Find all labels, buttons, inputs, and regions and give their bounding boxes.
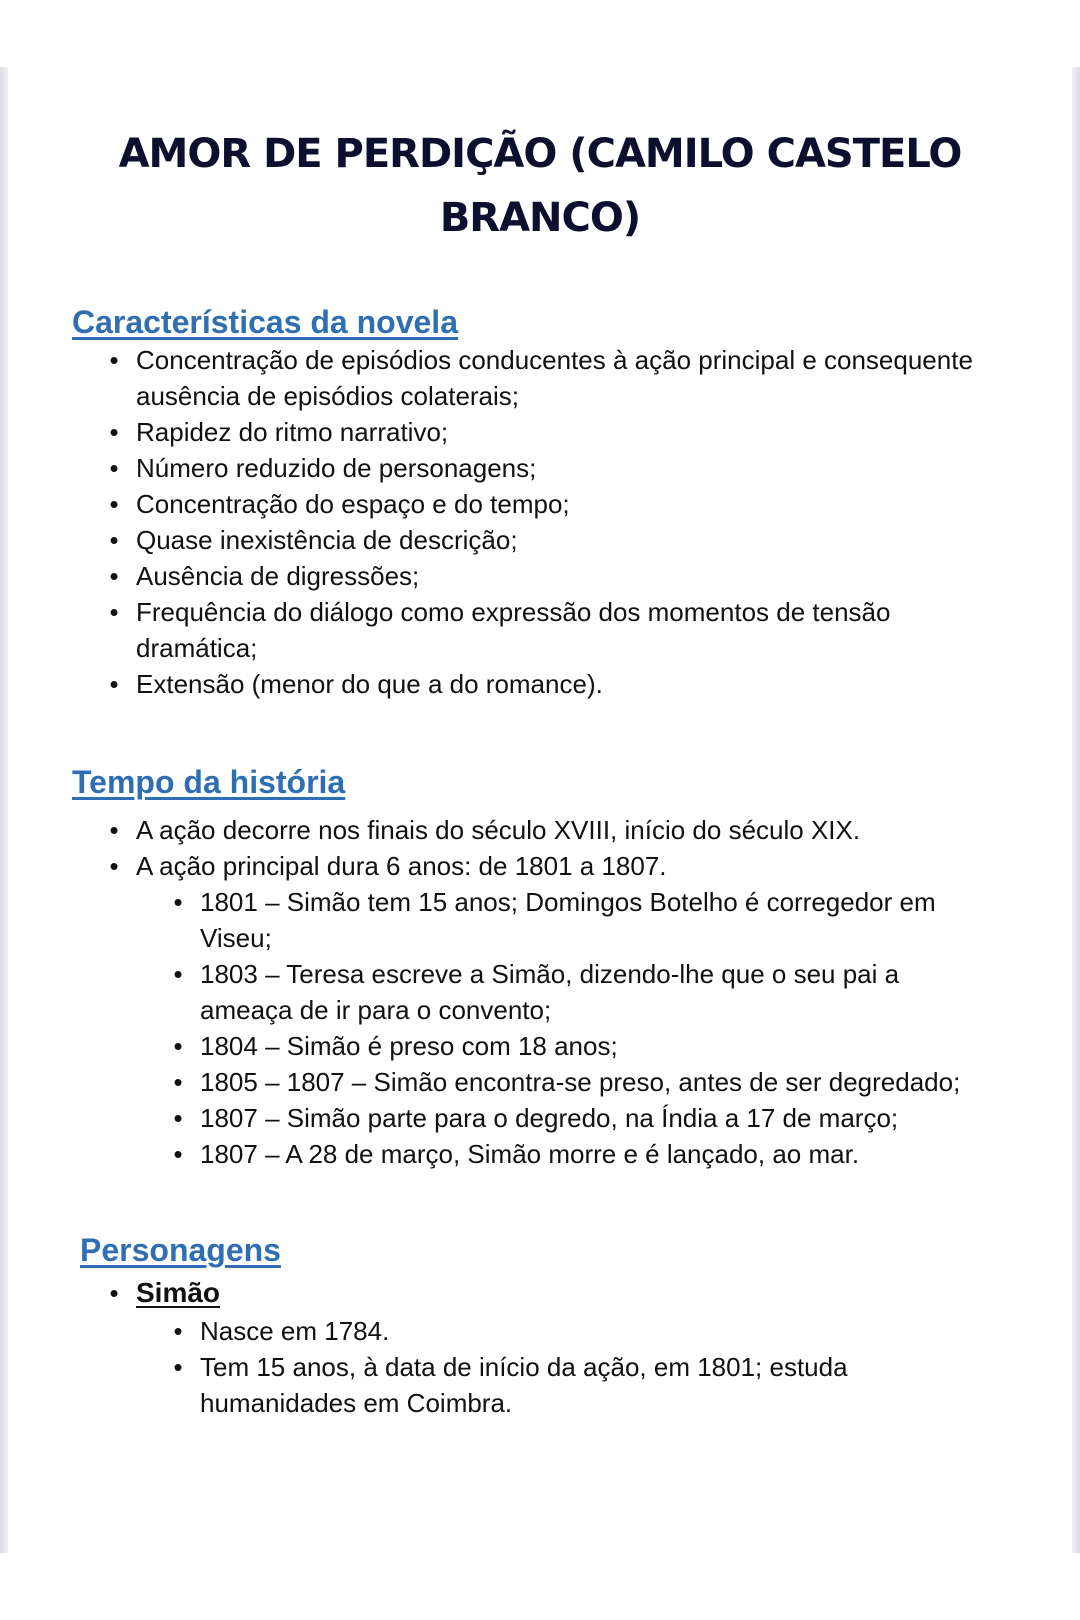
fact-item: • Tem 15 anos, à data de início da ação, em 1801; estuda humanidades em Coimbra. [164, 1349, 980, 1421]
character-item-simao [100, 1275, 980, 1421]
list-item: • Quase inexistência de descrição; [100, 522, 980, 558]
bullet-icon: • [173, 1352, 183, 1382]
bullet-icon: • [109, 561, 119, 591]
bullet-icon: • [173, 1316, 183, 1346]
bullet-icon: • [109, 669, 119, 699]
character-facts-list [164, 1313, 980, 1421]
bullet-icon: • [173, 1067, 183, 1097]
list-item: • Extensão (menor do que a do romance). [100, 666, 980, 702]
bullet-icon: • [109, 489, 119, 519]
bullet-icon: • [173, 1031, 183, 1061]
bullet-icon: • [173, 1103, 183, 1133]
list-item: • Rapidez do ritmo narrativo; [100, 414, 980, 450]
caracteristicas-list [100, 342, 980, 702]
bullet-icon: • [109, 417, 119, 447]
timeline-item: • 1801 – Simão tem 15 anos; Domingos Botelho é corregedor em Viseu; [164, 884, 980, 956]
document-title [60, 122, 1020, 250]
bullet-icon: • [109, 525, 119, 555]
timeline-item: • 1807 – A 28 de março, Simão morre e é lançado, ao mar. [164, 1136, 980, 1172]
list-item: • Concentração de episódios conducentes à ação principal e consequente ausência de episódios colaterais; [100, 342, 980, 414]
timeline-item: • 1804 – Simão é preso com 18 anos; [164, 1028, 980, 1064]
fact-item: • Nasce em 1784. [164, 1313, 980, 1349]
timeline-item: • 1803 – Teresa escreve a Simão, dizendo-lhe que o seu pai a ameaça de ir para o convento; [164, 956, 980, 1028]
list-item: • Concentração do espaço e do tempo; [100, 486, 980, 522]
title-line-2: BRANCO) [439, 195, 641, 241]
bullet-icon: • [109, 453, 119, 483]
bullet-icon: • [109, 1278, 119, 1308]
timeline-item: • 1807 – Simão parte para o degredo, na Índia a 17 de março; [164, 1100, 980, 1136]
bullet-icon: • [173, 887, 183, 917]
title-line-1: AMOR DE PERDIÇÃO (CAMILO CASTELO [118, 131, 962, 177]
bullet-icon: • [173, 959, 183, 989]
bullet-icon: • [109, 815, 119, 845]
timeline-item: • 1805 – 1807 – Simão encontra-se preso, antes de ser degredado; [164, 1064, 980, 1100]
heading-caracteristicas: Características da novela [72, 304, 458, 340]
character-name: Simão [136, 1277, 221, 1308]
tempo-list [100, 812, 980, 1172]
list-item: • Ausência de digressões; [100, 558, 980, 594]
heading-tempo-da-historia: Tempo da história [72, 764, 346, 800]
personagens-list [100, 1275, 980, 1421]
list-item: • A ação decorre nos finais do século XVIII, início do século XIX. [100, 812, 980, 848]
bullet-icon: • [109, 597, 119, 627]
list-item: • Número reduzido de personagens; [100, 450, 980, 486]
bullet-icon: • [109, 345, 119, 375]
page-edge-left [0, 67, 8, 1553]
page-edge-right [1072, 67, 1080, 1553]
list-item: • Frequência do diálogo como expressão dos momentos de tensão dramática; [100, 594, 980, 666]
bullet-icon: • [173, 1139, 183, 1169]
list-item: • A ação principal dura 6 anos: de 1801 a 1807. • 1801 – Simão tem 15 anos; Domingos Botelho é corregedor em Viseu; • 1803 – Teresa escreve a Simão, dizendo-lhe que o seu pai a ameaça de ir para o convento; • 1804 – Simão é preso com 18 anos; • 1805 – 1807 – Simão encontra-se preso, antes de ser degredado; • 1807 – Simão parte para o degredo, na Índia a 17 de março; • 1807 – A 28 de março, Simão morre e é lançado, ao mar. [100, 848, 980, 1172]
timeline-sublist [164, 884, 980, 1172]
heading-personagens: Personagens [80, 1232, 281, 1268]
bullet-icon: • [109, 851, 119, 881]
